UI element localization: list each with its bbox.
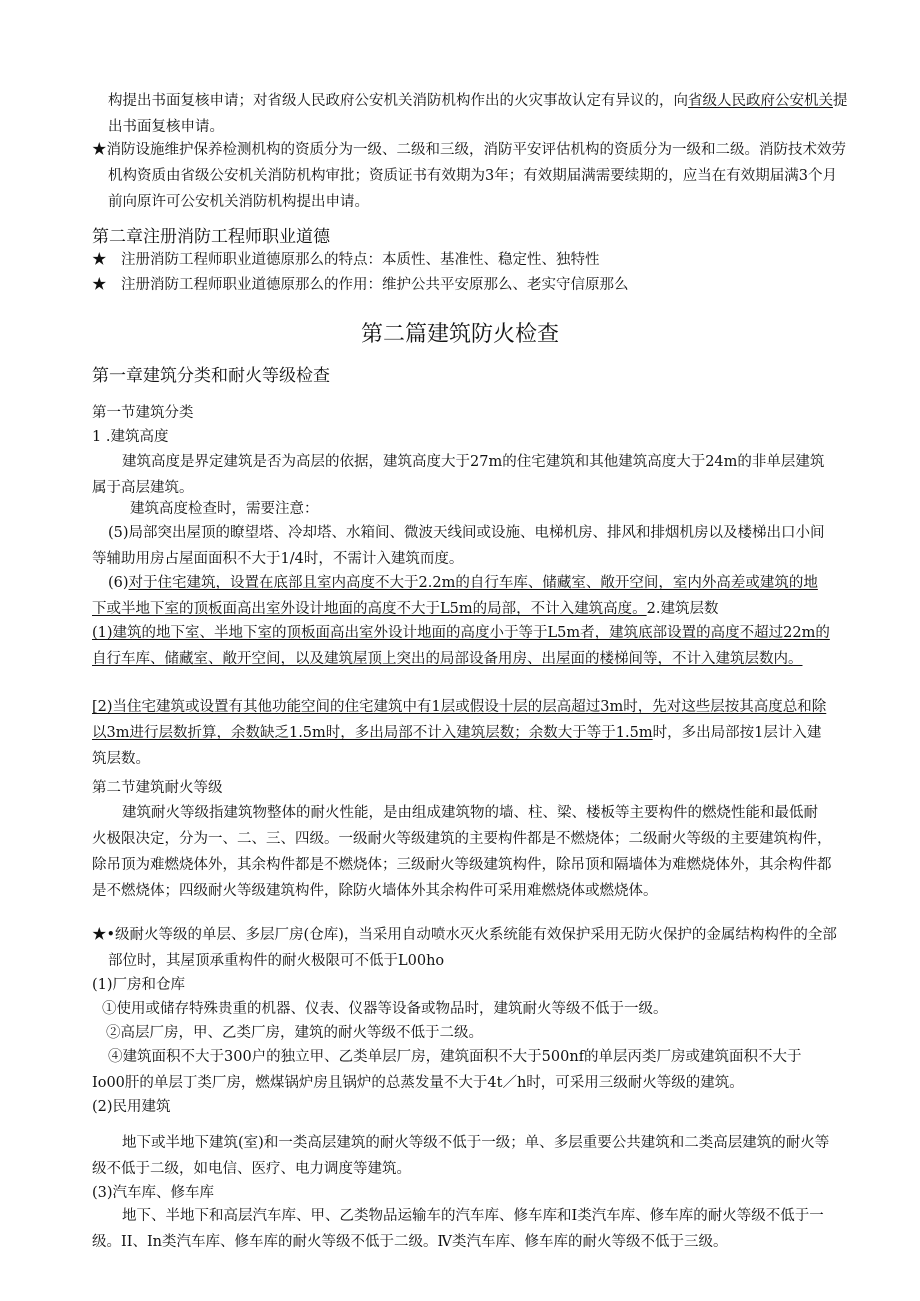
list-item: ②高层厂房，甲、乙类厂房，建筑的耐火等级不低于二级。 <box>106 1025 483 1041</box>
list-item-heading: 1 .建筑高度 <box>92 429 169 445</box>
text: (6) <box>108 575 129 591</box>
underlined-text: 省级人民政府公安机关 <box>688 93 833 109</box>
paragraph: 建筑高度是界定建筑是否为高层的依据，建筑高度大于27m的住宅建筑和其他建筑高度大于24m的非单层建筑属于高层建筑。 <box>92 454 825 496</box>
paragraph-underlined <box>92 620 832 672</box>
list-item-heading: (3)汽车库、修车库 <box>92 1185 215 1201</box>
list-item: ①使用或储存特殊贵重的机器、仪表、仪器等设备或物品时，建筑耐火等级不低于一级。 <box>102 1001 668 1017</box>
chapter-heading: 第一章建筑分类和耐火等级检查 <box>92 366 330 386</box>
underlined-text: [2)当住宅建筑或设置有其他功能空间的住宅建筑中有1层或假设十层的层高超过3m时，先对这些层按其高度总和除以3m进行层数折算，余数缺乏1.5m时，多出局部不计入建筑层数；余数大于等于1.5m <box>92 699 827 741</box>
part-title: 第二篇建筑防火检查 <box>360 322 559 347</box>
text: 构提出书面复核申请；对省级人民政府公安机关消防机构作出的火灾事故认定有异议的，向 <box>108 93 688 109</box>
text: 2.建筑层数 <box>646 601 719 617</box>
section-heading: 第一节建筑分类 <box>92 405 194 421</box>
paragraph: 建筑高度检查时，需要注意： <box>130 501 319 517</box>
paragraph-qualification: ★消防设施维护保养检测机构的资质分为一级、二级和三级，消防平安评估机构的资质分为一级和二级。消防技术效劳机构资质由省级公安机关消防机构审批；资质证书有效期为3年；有效期届满需要续期的，应当在有效期届满3个月前向原许可公安机关消防机构提出申请。 <box>92 142 846 210</box>
starred-item: ★ 注册消防工程师职业道德原那么的作用：维护公共平安原那么、老实守信原那么 <box>92 277 629 293</box>
paragraph: 建筑耐火等级指建筑物整体的耐火性能，是由组成建筑物的墙、柱、梁、楼板等主要构件的燃烧性能和最低耐火极限决定，分为一、二、三、四级。一级耐火等级建筑的主要构件都是不燃烧体；二级耐火等级的主要建筑构件，除吊顶为难燃烧体外，其余构件都是不燃烧体；三级耐火等级建筑构件，除吊顶和隔墙体为难燃烧体外，其余构件都是不燃烧体；四级耐火等级建筑构件，除防火墙体外其余构件可采用难燃烧体或燃烧体。 <box>92 805 832 899</box>
text: 提出书面复核申请。 <box>108 93 848 135</box>
underlined-text: 对于住宅建筑，设置在底部且室内高度不大于2.2m的自行车库、储藏室、敞开空间，室内外高差或建筑的地下或半地下室的顶板面高出室外设计地面的高度不大于L5m的局部，不计入建筑高度。 <box>92 575 818 617</box>
paragraph-underlined <box>92 694 832 772</box>
paragraph: 地下、半地下和高层汽车库、甲、乙类物品运输车的汽车库、修车库和Ⅰ类汽车库、修车库的耐火等级不低于一级。II、In类汽车库、修车库的耐火等级不低于二级。Ⅳ类汽车库、修车库的耐火等级不低于三级。 <box>92 1208 824 1250</box>
paragraph: (5)局部突出屋顶的瞭望塔、冷却塔、水箱间、微波天线间或设施、电梯机房、排风和排烟机房以及楼梯出口小间等辅助用房占屋面面积不大于1/4时，不需计入建筑而度。 <box>92 525 825 567</box>
paragraph: 地下或半地下建筑(室)和一类高层建筑的耐火等级不低于一级；单、多层重要公共建筑和二类高层建筑的耐火等级不低于二级，如电信、医疗、电力调度等建筑。 <box>92 1135 830 1177</box>
list-item: ④建筑面积不大于300户的独立甲、乙类单层厂房，建筑面积不大于500nf的单层丙类厂房或建筑面积不大于Io00肝的单层丁类厂房，燃煤锅炉房且锅炉的总蒸发量不大于4t／h时，可采用三级耐火等级的建筑。 <box>92 1049 802 1091</box>
list-item-heading: (2)民用建筑 <box>92 1099 171 1115</box>
chapter-heading: 第二章注册消防工程师职业道德 <box>92 227 330 247</box>
paragraph-underlined <box>92 570 832 622</box>
text: 时，多出局部按1层计入建筑层数。 <box>92 725 822 767</box>
paragraph-review-application <box>92 88 848 140</box>
underlined-text: (1)建筑的地下室、半地下室的顶板面高出室外设计地面的高度小于等于L5m者，建筑底部设置的高度不超过22m的自行车库、储藏室、敞开空间，以及建筑屋顶上突出的局部设备用房、出屋面的楼梯间等，不计入建筑层数内。 <box>92 625 830 667</box>
starred-item: ★ 注册消防工程师职业道德原那么的特点：本质性、基准性、稳定性、独特性 <box>92 252 600 268</box>
section-heading: 第二节建筑耐火等级 <box>92 780 223 796</box>
list-item-heading: (1)厂房和仓库 <box>92 977 186 993</box>
paragraph-starred: ★•级耐火等级的单层、多层厂房(仓库)，当采用自动喷水灭火系统能有效保护采用无防火保护的金属结构构件的全部部位时，其屋顶承重构件的耐火极限可不低于L00ho <box>92 927 837 969</box>
